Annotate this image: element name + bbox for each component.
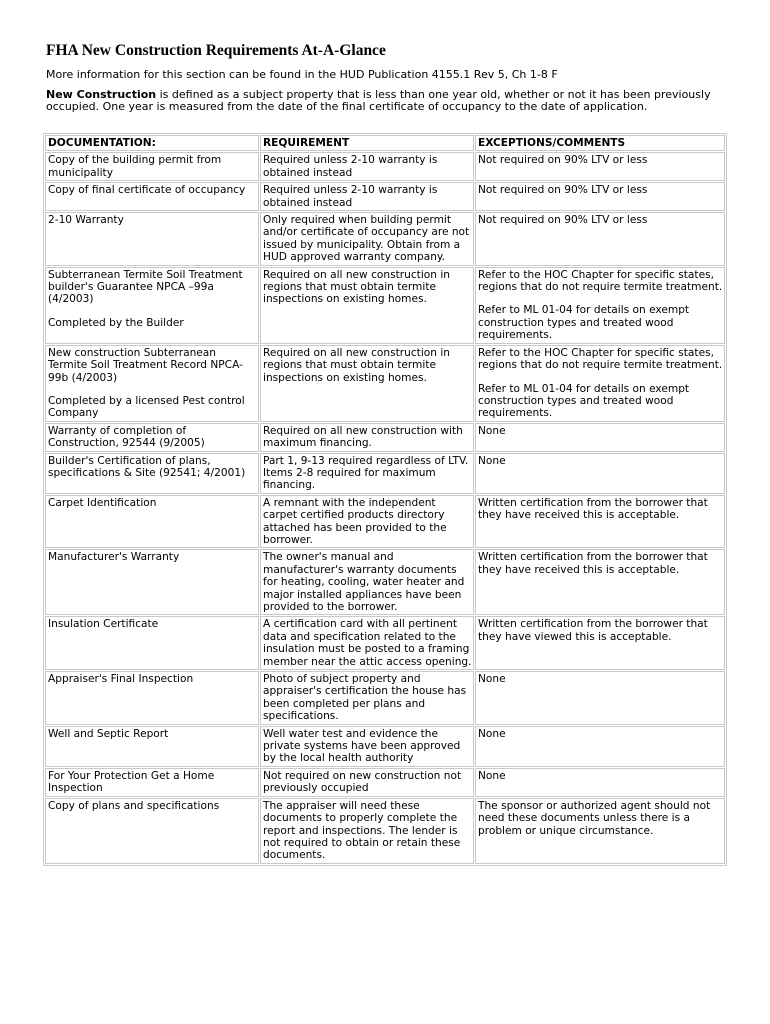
requirement-cell [260,671,474,725]
documentation-cell-text: For Your Protection Get a Home Inspection [48,769,215,795]
requirement-cell-text: Well water test and evidence the private systems have been approved by the local health authority [263,727,461,765]
documentation-cell [45,267,259,344]
documentation-cell-text: New construction Subterranean Termite Soil Treatment Record NPCA-99b (4/2003) [48,346,243,384]
requirement-cell [260,726,474,767]
table-header-row [45,135,725,151]
documentation-cell [45,345,259,422]
requirement-cell [260,182,474,211]
documentation-cell-text: Warranty of completion of Construction, 92544 (9/2005) [48,424,205,450]
exceptions-cell-text: None [478,454,506,467]
table-row [45,671,725,725]
table-row [45,453,725,494]
exceptions-cell-text: Written certification from the borrower that they have received this is acceptable. [478,551,708,576]
documentation-cell-text: Completed by the Builder [48,316,184,329]
documentation-cell-text: Well and Septic Report [48,727,169,740]
exceptions-cell [475,345,725,422]
requirement-cell-text: Not required on new construction not previously occupied [263,769,462,795]
requirement-cell-text: Required on all new construction in regions that must obtain termite inspections on existing homes. [263,268,450,306]
documentation-cell [45,671,259,725]
documentation-cell [45,726,259,767]
documentation-cell-text: Copy of final certificate of occupancy [48,184,246,197]
exceptions-cell [475,453,725,494]
documentation-cell [45,495,259,549]
requirement-cell-text: The appraiser will need these documents to properly complete the report and inspections. The lender is not required to obtain or retain these documents. [263,799,461,862]
exceptions-cell [475,495,725,549]
table-body [45,152,725,863]
table-row [45,726,725,767]
paragraph-gap [478,293,723,304]
paragraph-gap [478,372,723,383]
documentation-cell [45,182,259,211]
documentation-cell [45,768,259,797]
table-row [45,549,725,615]
table-row [45,267,725,344]
requirement-cell [260,423,474,452]
exceptions-cell [475,212,725,266]
header-requirement: REQUIREMENT [260,135,474,151]
exceptions-cell-text: Refer to the HOC Chapter for specific states, regions that do not require termite treatment. [478,268,723,294]
exceptions-cell-text: None [478,727,506,740]
documentation-cell [45,423,259,452]
exceptions-cell-text: None [478,673,506,686]
table-row [45,182,725,211]
documentation-cell-text: Manufacturer's Warranty [48,551,180,564]
requirement-cell-text: Only required when building permit and/or certificate of occupancy are not issued by municipality. Obtain from a HUD approved warranty company. [263,214,470,264]
exceptions-cell-text: Not required on 90% LTV or less [478,214,648,227]
table-row [45,616,725,670]
requirement-cell-text: Required on all new construction in regions that must obtain termite inspections on existing homes. [263,346,450,384]
documentation-cell-text: Completed by a licensed Pest control Company [48,394,245,420]
exceptions-cell [475,423,725,452]
exceptions-cell-text: Written certification from the borrower that they have received this is acceptable. [478,496,708,522]
exceptions-cell-text: Not required on 90% LTV or less [478,184,648,197]
requirement-cell-text: Required unless 2-10 warranty is obtained instead [263,184,438,209]
requirements-table [43,133,727,866]
requirement-cell [260,798,474,864]
requirement-cell-text: The owner's manual and manufacturer's warranty documents for heating, cooling, water heater and major installed appliances have been provided to the borrower. [263,551,465,613]
page-title: FHA New Construction Requirements At-A-Glance [46,42,386,59]
requirement-cell [260,768,474,797]
requirement-cell [260,212,474,266]
requirement-cell-text: A certification card with all pertinent data and specification related to the insulation must be posted to a framing member near the attic access opening. [263,618,472,668]
requirement-cell-text: Required unless 2-10 warranty is obtained instead [263,154,438,179]
table-row [45,423,725,452]
intro-text: is defined as a subject property that is less than one year old, whether or not it has been previously occupied. One year is measured from the date of the final certificate of occupancy to the date of application. [46,88,711,114]
requirement-cell-text: Part 1, 9-13 required regardless of LTV. Items 2-8 required for maximum financing. [263,454,469,492]
requirement-cell-text: Required on all new construction with maximum financing. [263,424,463,450]
requirement-cell [260,453,474,494]
exceptions-cell [475,726,725,767]
documentation-cell-text: Subterranean Termite Soil Treatment builder's Guarantee NPCA –99a (4/2003) [48,268,243,306]
exceptions-cell-text: Refer to ML 01-04 for details on exempt construction types and treated wood requirements. [478,304,690,342]
header-exceptions: EXCEPTIONS/COMMENTS [475,135,725,151]
table-row [45,768,725,797]
table-row [45,212,725,266]
exceptions-cell [475,267,725,344]
exceptions-cell [475,182,725,211]
requirement-cell-text: Photo of subject property and appraiser's certification the house has been completed per plans and specifications. [263,673,467,723]
exceptions-cell [475,671,725,725]
exceptions-cell [475,152,725,181]
documentation-cell-text: Carpet Identification [48,496,157,509]
table-row [45,798,725,864]
documentation-cell-text: Insulation Certificate [48,618,159,631]
requirement-cell [260,495,474,549]
documentation-cell-text: Copy of the building permit from municipality [48,154,222,179]
exceptions-cell-text: Not required on 90% LTV or less [478,154,648,167]
documentation-cell [45,453,259,494]
table-row [45,345,725,422]
info-note: More information for this section can be found in the HUD Publication 4155.1 Rev 5, Ch 1-8 F [46,68,558,81]
documentation-cell-text: 2-10 Warranty [48,214,124,227]
requirement-cell [260,267,474,344]
documentation-cell-text: Appraiser's Final Inspection [48,673,194,686]
table-row [45,495,725,549]
requirement-cell [260,616,474,670]
exceptions-cell [475,549,725,615]
header-documentation: DOCUMENTATION: [45,135,259,151]
exceptions-cell-text: None [478,424,506,437]
intro-term: New Construction [46,88,157,101]
requirement-cell [260,549,474,615]
exceptions-cell [475,616,725,670]
documentation-cell-text: Builder's Certification of plans, specifications & Site (92541; 4/2001) [48,454,246,479]
paragraph-gap [48,384,257,395]
intro-paragraph [46,89,736,114]
documentation-cell [45,549,259,615]
documentation-cell [45,798,259,864]
exceptions-cell [475,798,725,864]
requirement-cell-text: A remnant with the independent carpet certified products directory attached has been provided to the borrower. [263,496,447,546]
exceptions-cell-text: Refer to ML 01-04 for details on exempt construction types and treated wood requirements. [478,382,690,420]
requirement-cell [260,152,474,181]
documentation-cell [45,616,259,670]
exceptions-cell-text: The sponsor or authorized agent should not need these documents unless there is a problem or unique circumstance. [478,799,711,837]
paragraph-gap [48,306,257,317]
exceptions-cell-text: Written certification from the borrower that they have viewed this is acceptable. [478,618,708,643]
documentation-cell-text: Copy of plans and specifications [48,799,220,812]
documentation-cell [45,152,259,181]
requirement-cell [260,345,474,422]
table-row [45,152,725,181]
exceptions-cell-text: Refer to the HOC Chapter for specific states, regions that do not require termite treatment. [478,346,723,372]
documentation-cell [45,212,259,266]
exceptions-cell [475,768,725,797]
exceptions-cell-text: None [478,769,506,782]
